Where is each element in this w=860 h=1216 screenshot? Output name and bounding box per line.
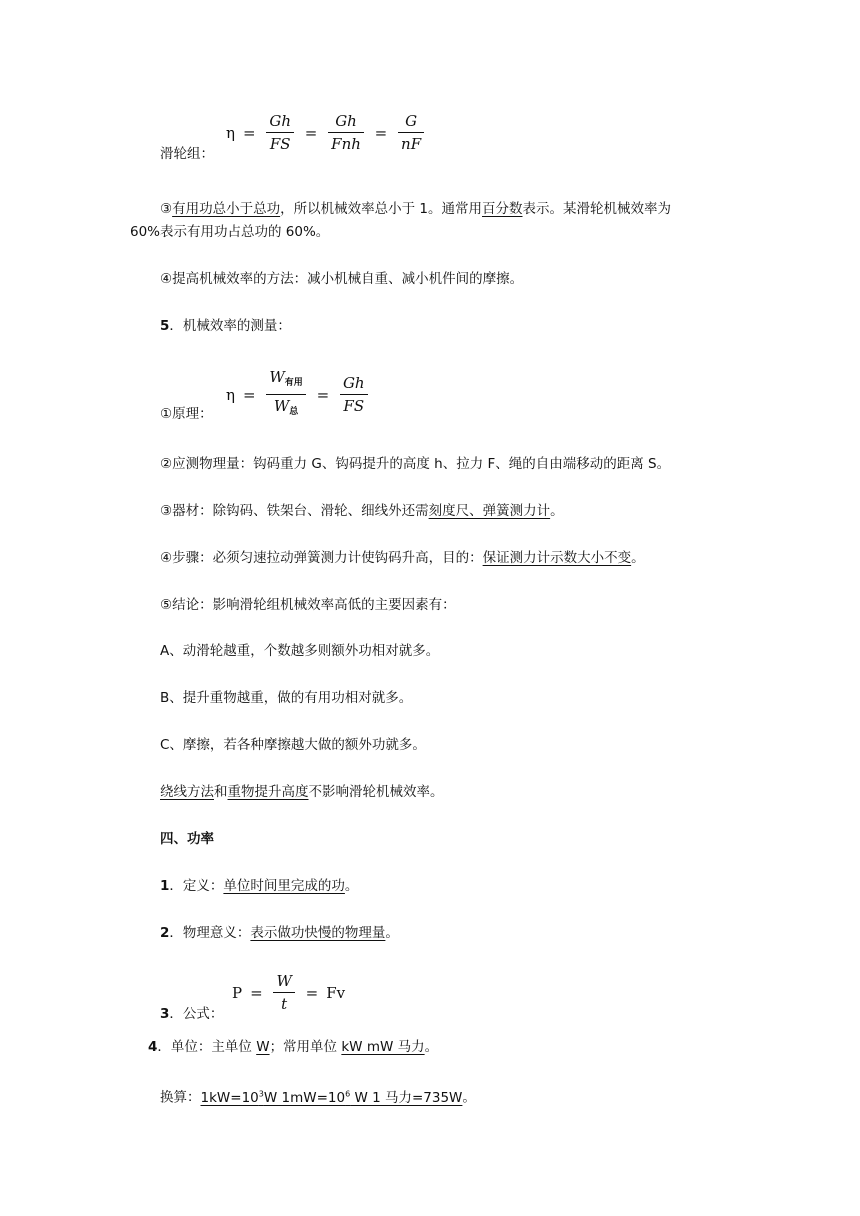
conclusion-note: 绕线方法和重物提升高度不影响滑轮机械效率。 (160, 784, 444, 800)
conclusion-a: A、动滑轮越重，个数越多则额外功相对就多。 (160, 643, 440, 659)
measure-quantities: ②应测物理量：钩码重力 G、钩码提升的高度 h、拉力 F、绳的自由端移动的距离 S。 (160, 456, 671, 472)
measure-efficiency-formula: η = $\frac{W_{有用}}{W_总}$ = $\frac{Gh}{FS}$ (222, 368, 370, 421)
power-formula: P = $\frac{W}{t}$ = Fv (232, 972, 346, 1013)
unit-conversion: 换算：$1kW=10^3W$ $1mW=10^6$ W 1 马力=735W。 (160, 1089, 476, 1106)
power-definition: 1．定义：单位时间里完成的功。 (160, 878, 359, 894)
power-units: 4．单位：主单位 W；常用单位 kW mW 马力。 (148, 1039, 439, 1055)
power-meaning: 2．物理意义：表示做功快慢的物理量。 (160, 925, 399, 941)
measure-steps: ④步骤：必须匀速拉动弹簧测力计使钩码升高，目的：保证测力计示数大小不变。 (160, 550, 645, 566)
paragraph-3-line2: 60%表示有用功占总功的 60%。 (130, 224, 330, 240)
pulley-efficiency-formula: η = $\frac{Gh}{FS}$ = $\frac{Gh}{\text{Fnh}}$ = $\frac{G}{nF}$ (222, 112, 426, 153)
paragraph-3: ③有用功总小于总功，所以机械效率总小于 1。通常用百分数表示。某滑轮机械效率为 (160, 201, 671, 217)
section-5-heading: 5．机械效率的测量： (160, 318, 291, 334)
conclusion-c: C、摩擦，若各种摩擦越大做的额外功就多。 (160, 737, 426, 753)
conclusion-b: B、提升重物越重，做的有用功相对就多。 (160, 690, 413, 706)
section-power-heading: 四、功率 (160, 831, 214, 847)
principle-label: ①原理： (160, 406, 213, 422)
measure-equipment: ③器材：除钩码、铁架台、滑轮、细线外还需刻度尺、弹簧测力计。 (160, 503, 564, 519)
measure-conclusion: ⑤结论：影响滑轮组机械效率高低的主要因素有： (160, 597, 456, 613)
power-formula-label: 3．公式： (160, 1006, 224, 1022)
pulley-label: 滑轮组： (160, 146, 214, 162)
paragraph-4: ④提高机械效率的方法：减小机械自重、减小机件间的摩擦。 (160, 271, 524, 287)
